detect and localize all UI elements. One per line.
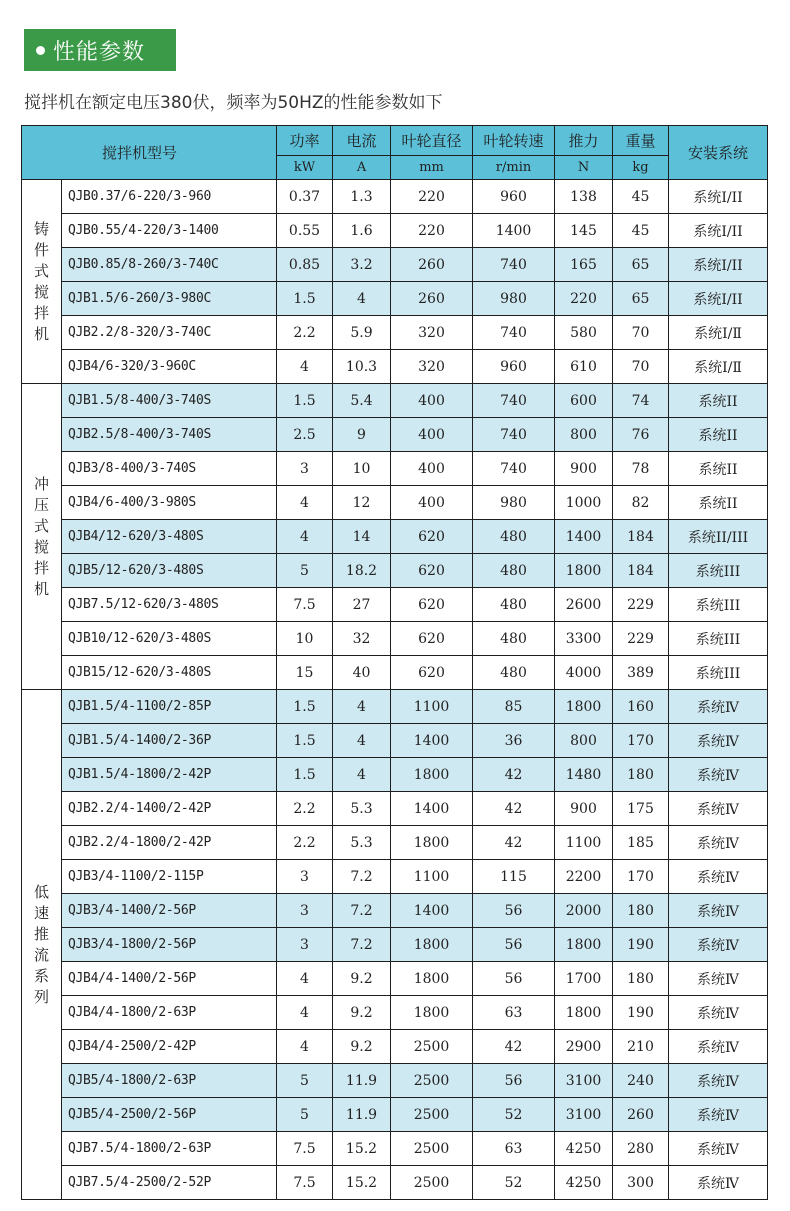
- cell-model: QJB1.5/6-260/3-980C: [62, 282, 277, 316]
- cell-diameter: 220: [391, 214, 473, 248]
- cell-current: 3.2: [333, 248, 391, 282]
- cell-weight: 45: [613, 214, 669, 248]
- cell-power: 0.55: [277, 214, 333, 248]
- unit-diameter: mm: [391, 156, 473, 180]
- table-row: [22, 758, 768, 792]
- cell-thrust: 1480: [555, 758, 613, 792]
- table-row: [22, 894, 768, 928]
- cell-model: QJB0.37/6-220/3-960: [62, 180, 277, 214]
- cell-system: 系统Ⅰ/II: [669, 282, 768, 316]
- header-weight: 重量: [613, 126, 669, 156]
- cell-power: 10: [277, 622, 333, 656]
- cell-thrust: 2000: [555, 894, 613, 928]
- cell-system: 系统Ⅳ: [669, 758, 768, 792]
- cell-power: 7.5: [277, 1132, 333, 1166]
- cell-diameter: 2500: [391, 1064, 473, 1098]
- cell-system: 系统II: [669, 384, 768, 418]
- cell-thrust: 1800: [555, 690, 613, 724]
- cell-system: 系统Ⅳ: [669, 826, 768, 860]
- cell-system: 系统II: [669, 418, 768, 452]
- cell-current: 12: [333, 486, 391, 520]
- cell-power: 3: [277, 452, 333, 486]
- cell-thrust: 1000: [555, 486, 613, 520]
- cell-thrust: 1700: [555, 962, 613, 996]
- cell-power: 0.37: [277, 180, 333, 214]
- cell-power: 2.2: [277, 792, 333, 826]
- cell-model: QJB0.85/8-260/3-740C: [62, 248, 277, 282]
- cell-thrust: 2600: [555, 588, 613, 622]
- table-row: [22, 452, 768, 486]
- table-row: [22, 282, 768, 316]
- cell-model: QJB4/4-1800/2-63P: [62, 996, 277, 1030]
- cell-model: QJB4/12-620/3-480S: [62, 520, 277, 554]
- cell-diameter: 620: [391, 656, 473, 690]
- header-power: 功率: [277, 126, 333, 156]
- table-header: [22, 126, 768, 180]
- cell-weight: 170: [613, 724, 669, 758]
- cell-current: 5.3: [333, 826, 391, 860]
- cell-diameter: 1800: [391, 928, 473, 962]
- group-label: [22, 180, 62, 384]
- cell-thrust: 138: [555, 180, 613, 214]
- cell-weight: 185: [613, 826, 669, 860]
- cell-weight: 65: [613, 282, 669, 316]
- cell-current: 14: [333, 520, 391, 554]
- cell-speed: 740: [473, 248, 555, 282]
- header-speed: 叶轮转速: [473, 126, 555, 156]
- cell-speed: 52: [473, 1098, 555, 1132]
- cell-diameter: 2500: [391, 1132, 473, 1166]
- cell-speed: 56: [473, 928, 555, 962]
- section-subtitle: 搅拌机在额定电压380伏，频率为50HZ的性能参数如下: [24, 93, 443, 113]
- cell-power: 3: [277, 894, 333, 928]
- cell-weight: 82: [613, 486, 669, 520]
- cell-weight: 76: [613, 418, 669, 452]
- section-title: 性能参数: [53, 39, 146, 65]
- cell-speed: 740: [473, 316, 555, 350]
- cell-weight: 229: [613, 622, 669, 656]
- cell-weight: 78: [613, 452, 669, 486]
- cell-diameter: 320: [391, 316, 473, 350]
- cell-diameter: 1800: [391, 758, 473, 792]
- cell-diameter: 1800: [391, 962, 473, 996]
- cell-diameter: 400: [391, 384, 473, 418]
- cell-speed: 480: [473, 622, 555, 656]
- cell-weight: 160: [613, 690, 669, 724]
- cell-diameter: 1400: [391, 792, 473, 826]
- cell-diameter: 2500: [391, 1030, 473, 1064]
- cell-system: 系统Ⅳ: [669, 724, 768, 758]
- cell-weight: 240: [613, 1064, 669, 1098]
- cell-speed: 480: [473, 520, 555, 554]
- cell-weight: 184: [613, 520, 669, 554]
- cell-model: QJB4/6-320/3-960C: [62, 350, 277, 384]
- table-row: [22, 690, 768, 724]
- cell-speed: 42: [473, 792, 555, 826]
- cell-current: 1.3: [333, 180, 391, 214]
- cell-power: 4: [277, 1030, 333, 1064]
- cell-thrust: 1800: [555, 554, 613, 588]
- cell-speed: 63: [473, 996, 555, 1030]
- table-row: [22, 656, 768, 690]
- cell-weight: 170: [613, 860, 669, 894]
- cell-diameter: 220: [391, 180, 473, 214]
- cell-diameter: 2500: [391, 1098, 473, 1132]
- table-row: [22, 1030, 768, 1064]
- cell-model: QJB7.5/4-2500/2-52P: [62, 1166, 277, 1200]
- cell-model: QJB5/12-620/3-480S: [62, 554, 277, 588]
- cell-power: 2.2: [277, 826, 333, 860]
- cell-weight: 190: [613, 996, 669, 1030]
- cell-thrust: 800: [555, 418, 613, 452]
- table-row: [22, 962, 768, 996]
- cell-diameter: 1800: [391, 996, 473, 1030]
- cell-system: 系统II: [669, 452, 768, 486]
- table-row: [22, 588, 768, 622]
- cell-current: 5.9: [333, 316, 391, 350]
- cell-speed: 480: [473, 656, 555, 690]
- cell-current: 4: [333, 758, 391, 792]
- cell-system: 系统Ⅳ: [669, 1132, 768, 1166]
- cell-speed: 42: [473, 1030, 555, 1064]
- cell-thrust: 220: [555, 282, 613, 316]
- table-row: [22, 214, 768, 248]
- header-diameter: 叶轮直径: [391, 126, 473, 156]
- cell-model: QJB5/4-1800/2-63P: [62, 1064, 277, 1098]
- cell-system: 系统Ⅳ: [669, 1064, 768, 1098]
- cell-diameter: 1400: [391, 894, 473, 928]
- cell-weight: 260: [613, 1098, 669, 1132]
- cell-power: 5: [277, 1098, 333, 1132]
- table-row: [22, 996, 768, 1030]
- header-thrust: 推力: [555, 126, 613, 156]
- cell-system: 系统Ⅳ: [669, 1030, 768, 1064]
- cell-speed: 740: [473, 418, 555, 452]
- cell-thrust: 1800: [555, 996, 613, 1030]
- cell-thrust: 165: [555, 248, 613, 282]
- cell-current: 9.2: [333, 962, 391, 996]
- cell-current: 7.2: [333, 894, 391, 928]
- table-row: [22, 792, 768, 826]
- table-row: [22, 724, 768, 758]
- cell-weight: 180: [613, 894, 669, 928]
- cell-current: 11.9: [333, 1098, 391, 1132]
- cell-power: 4: [277, 520, 333, 554]
- cell-power: 4: [277, 962, 333, 996]
- cell-system: 系统Ⅰ/II: [669, 214, 768, 248]
- table-row: [22, 1064, 768, 1098]
- cell-current: 18.2: [333, 554, 391, 588]
- cell-thrust: 1400: [555, 520, 613, 554]
- cell-current: 7.2: [333, 860, 391, 894]
- table-row: [22, 860, 768, 894]
- cell-system: 系统Ⅰ/Ⅱ: [669, 350, 768, 384]
- cell-current: 9.2: [333, 1030, 391, 1064]
- header-system: 安装系统: [669, 126, 768, 180]
- cell-current: 27: [333, 588, 391, 622]
- cell-weight: 45: [613, 180, 669, 214]
- group-label: [22, 384, 62, 690]
- cell-current: 15.2: [333, 1166, 391, 1200]
- cell-power: 4: [277, 350, 333, 384]
- cell-speed: 480: [473, 554, 555, 588]
- cell-model: QJB1.5/4-1800/2-42P: [62, 758, 277, 792]
- unit-power: kW: [277, 156, 333, 180]
- cell-current: 5.3: [333, 792, 391, 826]
- cell-current: 7.2: [333, 928, 391, 962]
- cell-diameter: 1800: [391, 826, 473, 860]
- cell-speed: 36: [473, 724, 555, 758]
- table-row: [22, 384, 768, 418]
- cell-current: 10.3: [333, 350, 391, 384]
- cell-diameter: 400: [391, 418, 473, 452]
- table-row: [22, 486, 768, 520]
- cell-system: 系统III: [669, 588, 768, 622]
- cell-system: 系统III: [669, 656, 768, 690]
- header-model: 搅拌机型号: [22, 126, 277, 180]
- cell-thrust: 3100: [555, 1064, 613, 1098]
- cell-model: QJB2.2/8-320/3-740C: [62, 316, 277, 350]
- cell-weight: 180: [613, 962, 669, 996]
- cell-weight: 175: [613, 792, 669, 826]
- cell-weight: 180: [613, 758, 669, 792]
- cell-model: QJB7.5/4-1800/2-63P: [62, 1132, 277, 1166]
- cell-system: 系统Ⅰ/Ⅱ: [669, 316, 768, 350]
- cell-speed: 960: [473, 350, 555, 384]
- cell-current: 5.4: [333, 384, 391, 418]
- cell-power: 2.2: [277, 316, 333, 350]
- cell-thrust: 610: [555, 350, 613, 384]
- cell-model: QJB3/4-1100/2-115P: [62, 860, 277, 894]
- cell-diameter: 620: [391, 622, 473, 656]
- table-row: [22, 622, 768, 656]
- cell-thrust: 1100: [555, 826, 613, 860]
- cell-thrust: 145: [555, 214, 613, 248]
- cell-system: 系统III: [669, 554, 768, 588]
- cell-speed: 63: [473, 1132, 555, 1166]
- cell-system: 系统Ⅳ: [669, 690, 768, 724]
- cell-speed: 42: [473, 758, 555, 792]
- cell-model: QJB5/4-2500/2-56P: [62, 1098, 277, 1132]
- cell-speed: 980: [473, 486, 555, 520]
- cell-weight: 190: [613, 928, 669, 962]
- cell-weight: 229: [613, 588, 669, 622]
- table-row: [22, 520, 768, 554]
- cell-thrust: 1800: [555, 928, 613, 962]
- cell-model: QJB2.2/4-1800/2-42P: [62, 826, 277, 860]
- table-row: [22, 248, 768, 282]
- cell-system: 系统Ⅰ/II: [669, 180, 768, 214]
- cell-model: QJB2.5/8-400/3-740S: [62, 418, 277, 452]
- cell-thrust: 4250: [555, 1132, 613, 1166]
- table-row: [22, 316, 768, 350]
- table-row: [22, 418, 768, 452]
- cell-system: 系统Ⅳ: [669, 962, 768, 996]
- cell-power: 7.5: [277, 588, 333, 622]
- cell-current: 4: [333, 282, 391, 316]
- cell-power: 7.5: [277, 1166, 333, 1200]
- cell-current: 10: [333, 452, 391, 486]
- cell-weight: 65: [613, 248, 669, 282]
- unit-current: A: [333, 156, 391, 180]
- cell-diameter: 620: [391, 520, 473, 554]
- table-row: [22, 1132, 768, 1166]
- unit-speed: r/min: [473, 156, 555, 180]
- cell-weight: 280: [613, 1132, 669, 1166]
- cell-power: 4: [277, 996, 333, 1030]
- cell-speed: 960: [473, 180, 555, 214]
- table-row: [22, 826, 768, 860]
- cell-power: 5: [277, 1064, 333, 1098]
- cell-thrust: 2200: [555, 860, 613, 894]
- table-row: [22, 928, 768, 962]
- cell-power: 1.5: [277, 384, 333, 418]
- cell-thrust: 4000: [555, 656, 613, 690]
- cell-power: 15: [277, 656, 333, 690]
- cell-model: QJB3/8-400/3-740S: [62, 452, 277, 486]
- cell-diameter: 2500: [391, 1166, 473, 1200]
- group-label-text: 冲压式搅拌机: [34, 474, 50, 598]
- cell-current: 9: [333, 418, 391, 452]
- section-badge: [24, 29, 176, 71]
- cell-diameter: 320: [391, 350, 473, 384]
- cell-weight: 210: [613, 1030, 669, 1064]
- cell-thrust: 3300: [555, 622, 613, 656]
- cell-thrust: 600: [555, 384, 613, 418]
- cell-system: 系统Ⅳ: [669, 928, 768, 962]
- table-row: [22, 1166, 768, 1200]
- cell-speed: 115: [473, 860, 555, 894]
- cell-speed: 56: [473, 894, 555, 928]
- cell-speed: 85: [473, 690, 555, 724]
- cell-current: 1.6: [333, 214, 391, 248]
- cell-speed: 480: [473, 588, 555, 622]
- cell-diameter: 260: [391, 282, 473, 316]
- unit-thrust: N: [555, 156, 613, 180]
- cell-speed: 740: [473, 384, 555, 418]
- cell-thrust: 3100: [555, 1098, 613, 1132]
- bullet-dot-icon: [36, 46, 45, 55]
- cell-power: 2.5: [277, 418, 333, 452]
- cell-model: QJB7.5/12-620/3-480S: [62, 588, 277, 622]
- cell-diameter: 620: [391, 588, 473, 622]
- cell-diameter: 1100: [391, 860, 473, 894]
- cell-thrust: 900: [555, 792, 613, 826]
- cell-thrust: 800: [555, 724, 613, 758]
- cell-current: 9.2: [333, 996, 391, 1030]
- group-label-text: 铸件式搅拌机: [34, 219, 50, 343]
- cell-model: QJB1.5/4-1100/2-85P: [62, 690, 277, 724]
- cell-model: QJB2.2/4-1400/2-42P: [62, 792, 277, 826]
- cell-model: QJB1.5/8-400/3-740S: [62, 384, 277, 418]
- cell-power: 0.85: [277, 248, 333, 282]
- cell-system: 系统II: [669, 486, 768, 520]
- table-row: [22, 180, 768, 214]
- cell-power: 4: [277, 486, 333, 520]
- cell-system: 系统Ⅳ: [669, 860, 768, 894]
- cell-model: QJB10/12-620/3-480S: [62, 622, 277, 656]
- cell-weight: 70: [613, 316, 669, 350]
- cell-system: 系统Ⅳ: [669, 996, 768, 1030]
- cell-thrust: 2900: [555, 1030, 613, 1064]
- cell-thrust: 580: [555, 316, 613, 350]
- cell-thrust: 900: [555, 452, 613, 486]
- cell-weight: 300: [613, 1166, 669, 1200]
- cell-speed: 1400: [473, 214, 555, 248]
- cell-diameter: 1100: [391, 690, 473, 724]
- spec-table: [21, 125, 768, 1200]
- cell-model: QJB4/4-1400/2-56P: [62, 962, 277, 996]
- cell-power: 3: [277, 928, 333, 962]
- header-current: 电流: [333, 126, 391, 156]
- table-body: [22, 180, 768, 1200]
- cell-system: 系统Ⅳ: [669, 792, 768, 826]
- cell-power: 1.5: [277, 282, 333, 316]
- cell-speed: 980: [473, 282, 555, 316]
- cell-weight: 74: [613, 384, 669, 418]
- cell-system: 系统Ⅳ: [669, 1166, 768, 1200]
- cell-diameter: 400: [391, 486, 473, 520]
- cell-model: QJB3/4-1400/2-56P: [62, 894, 277, 928]
- cell-diameter: 400: [391, 452, 473, 486]
- cell-thrust: 4250: [555, 1166, 613, 1200]
- cell-system: 系统Ⅳ: [669, 894, 768, 928]
- cell-current: 32: [333, 622, 391, 656]
- cell-speed: 56: [473, 1064, 555, 1098]
- cell-power: 3: [277, 860, 333, 894]
- cell-power: 1.5: [277, 758, 333, 792]
- cell-power: 1.5: [277, 724, 333, 758]
- cell-current: 15.2: [333, 1132, 391, 1166]
- cell-speed: 740: [473, 452, 555, 486]
- cell-system: 系统Ⅰ/II: [669, 248, 768, 282]
- cell-speed: 56: [473, 962, 555, 996]
- table-row: [22, 350, 768, 384]
- cell-weight: 70: [613, 350, 669, 384]
- cell-model: QJB3/4-1800/2-56P: [62, 928, 277, 962]
- cell-weight: 389: [613, 656, 669, 690]
- cell-current: 40: [333, 656, 391, 690]
- cell-current: 4: [333, 690, 391, 724]
- cell-diameter: 260: [391, 248, 473, 282]
- cell-diameter: 620: [391, 554, 473, 588]
- cell-model: QJB1.5/4-1400/2-36P: [62, 724, 277, 758]
- cell-diameter: 1400: [391, 724, 473, 758]
- cell-model: QJB15/12-620/3-480S: [62, 656, 277, 690]
- cell-system: 系统Ⅳ: [669, 1098, 768, 1132]
- cell-system: 系统III: [669, 622, 768, 656]
- cell-model: QJB0.55/4-220/3-1400: [62, 214, 277, 248]
- cell-weight: 184: [613, 554, 669, 588]
- cell-model: QJB4/4-2500/2-42P: [62, 1030, 277, 1064]
- cell-system: 系统II/III: [669, 520, 768, 554]
- table-row: [22, 554, 768, 588]
- cell-current: 11.9: [333, 1064, 391, 1098]
- cell-power: 5: [277, 554, 333, 588]
- table-row: [22, 1098, 768, 1132]
- group-label-text: 低速推流系列: [34, 882, 50, 1006]
- group-label: [22, 690, 62, 1200]
- unit-weight: kg: [613, 156, 669, 180]
- cell-power: 1.5: [277, 690, 333, 724]
- cell-speed: 52: [473, 1166, 555, 1200]
- cell-current: 4: [333, 724, 391, 758]
- cell-model: QJB4/6-400/3-980S: [62, 486, 277, 520]
- cell-speed: 42: [473, 826, 555, 860]
